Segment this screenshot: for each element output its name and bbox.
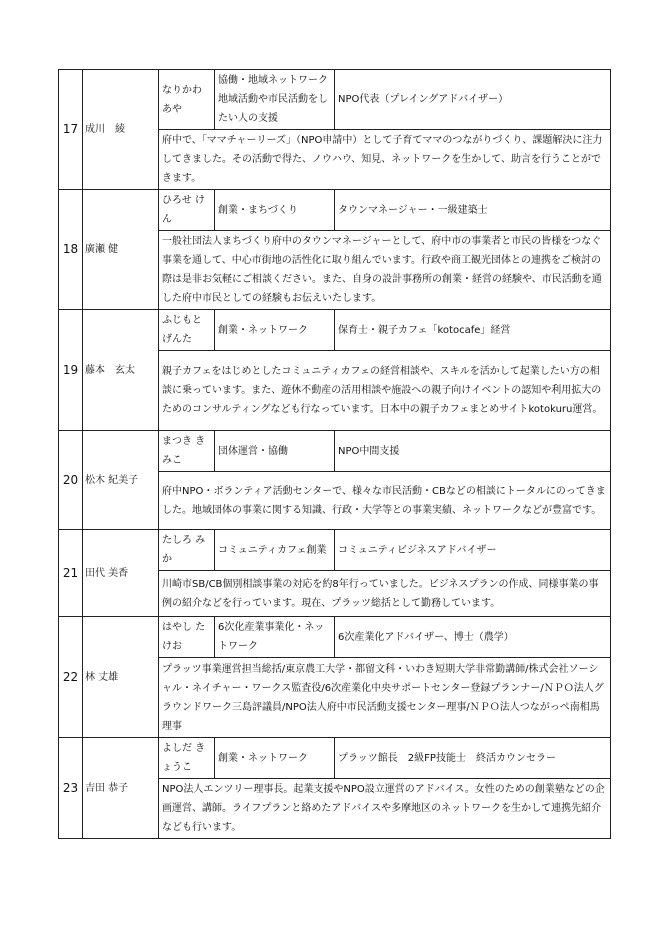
advisor-name: 藤本 玄太 bbox=[83, 310, 159, 431]
advisor-field: コミュニティカフェ創業 bbox=[215, 530, 335, 571]
advisor-name: 林 丈雄 bbox=[83, 617, 159, 738]
advisor-field: 創業・ネットワーク bbox=[215, 738, 335, 779]
advisor-kana: よしだ きょうこ bbox=[159, 738, 215, 779]
advisor-description: 親子カフェをはじめとしたコミュニティカフェの経営相談や、スキルを活かして起業したい方の相談に乗っています。また、遊休不動産の活用相談や施設への親子向けイベントの認知や利用拡大のためのコンサルティングなども行なっています。日本中の親子カフェまとめサイトkotokuru運営。 bbox=[159, 351, 611, 431]
advisor-row-19 bbox=[59, 310, 611, 351]
advisor-name: 廣瀬 健 bbox=[83, 190, 159, 310]
advisor-name: 田代 美香 bbox=[83, 530, 159, 617]
advisor-kana: ふじもと げんた bbox=[159, 310, 215, 351]
advisor-name: 成川 綾 bbox=[83, 70, 159, 190]
advisor-row-21 bbox=[59, 530, 611, 571]
advisor-kana: はやし たけお bbox=[159, 617, 215, 658]
advisor-number: 23 bbox=[59, 738, 83, 839]
advisor-kana: なりかわ あや bbox=[159, 70, 215, 130]
advisor-role: タウンマネージャー・一級建築士 bbox=[335, 190, 611, 231]
advisor-number: 20 bbox=[59, 431, 83, 530]
advisor-row-18 bbox=[59, 190, 611, 231]
advisor-number: 17 bbox=[59, 70, 83, 190]
advisor-role: 保育士・親子カフェ「kotocafe」経営 bbox=[335, 310, 611, 351]
advisor-role: 6次産業化アドバイザー、博士（農学） bbox=[335, 617, 611, 658]
advisor-description: NPO法人エンツリー理事長。起業支援やNPO設立運営のアドバイス。女性のための創業塾などの企画運営、講師。ライフプランと絡めたアドバイスや多摩地区のネットワークを生かして連携先紹介なども行います。 bbox=[159, 779, 611, 839]
advisor-description: 府中で、「ママチャーリーズ」（NPO申請中）として子育てママのつながりづくり、課題解決に注力してきました。その活動で得た、ノウハウ、知見、ネットワークを生かして、助言を行うことができます。 bbox=[159, 130, 611, 190]
advisor-name: 吉田 恭子 bbox=[83, 738, 159, 839]
advisor-name: 松木 紀美子 bbox=[83, 431, 159, 530]
advisor-number: 22 bbox=[59, 617, 83, 738]
advisor-row-17 bbox=[59, 70, 611, 130]
advisor-field: 団体運営・協働 bbox=[215, 431, 335, 472]
advisor-number: 21 bbox=[59, 530, 83, 617]
advisor-row-20 bbox=[59, 431, 611, 472]
advisor-row-22 bbox=[59, 617, 611, 658]
advisor-role: NPO中間支援 bbox=[335, 431, 611, 472]
advisor-table bbox=[58, 69, 611, 839]
advisor-number: 18 bbox=[59, 190, 83, 310]
advisor-field: 創業・まちづくり bbox=[215, 190, 335, 231]
advisor-description: 一般社団法人まちづくり府中のタウンマネージャーとして、府中市の事業者と市民の皆様をつなぐ事業を通して、中心市街地の活性化に取り組んでいます。行政や商工観光団体との連携をご検討の際は是非お気軽にご相談ください。また、自身の設計事務所の創業・経営の経験や、市民活動を通した府中市民としての経験もお伝えいたします。 bbox=[159, 231, 611, 310]
advisor-row-23 bbox=[59, 738, 611, 779]
advisor-kana: ひろせ けん bbox=[159, 190, 215, 231]
advisor-role: プラッツ館長 2級FP技能士 終活カウンセラー bbox=[335, 738, 611, 779]
advisor-description: プラッツ事業運営担当総括/東京農工大学・都留文科・いわき短期大学非常勤講師/株式会社ソーシャル・ネイチャー・ワークス監査役/6次産業化中央サポートセンター登録プランナー/ＮＰＯ法人グラウンドワーク三島評議員/NPO法人府中市民活動支援センター理事/ＮＰＯ法人つながっぺ南相馬理事 bbox=[159, 658, 611, 738]
advisor-field: 協働・地域ネットワーク地域活動や市民活動をしたい人の支援 bbox=[215, 70, 335, 130]
advisor-description: 川崎市SB/CB個別相談事業の対応を約8年行っていました。ビジネスプランの作成、同様事業の事例の紹介などを行っています。現在、プラッツ総括として勤務しています。 bbox=[159, 571, 611, 617]
advisor-field: 6次化産業事業化・ネットワーク bbox=[215, 617, 335, 658]
advisor-kana: まつき きみこ bbox=[159, 431, 215, 472]
advisor-field: 創業・ネットワーク bbox=[215, 310, 335, 351]
advisor-role: NPO代表（プレイングアドバイザー） bbox=[335, 70, 611, 130]
advisor-description: 府中NPO・ボランティア活動センターで、様々な市民活動・CBなどの相談にトータルにのってきました。地域団体の事業に関する知識、行政・大学等との事業実績、ネットワークなどが豊富です。 bbox=[159, 472, 611, 530]
advisor-kana: たしろ みか bbox=[159, 530, 215, 571]
advisor-number: 19 bbox=[59, 310, 83, 431]
advisor-role: コミュニティビジネスアドバイザー bbox=[335, 530, 611, 571]
